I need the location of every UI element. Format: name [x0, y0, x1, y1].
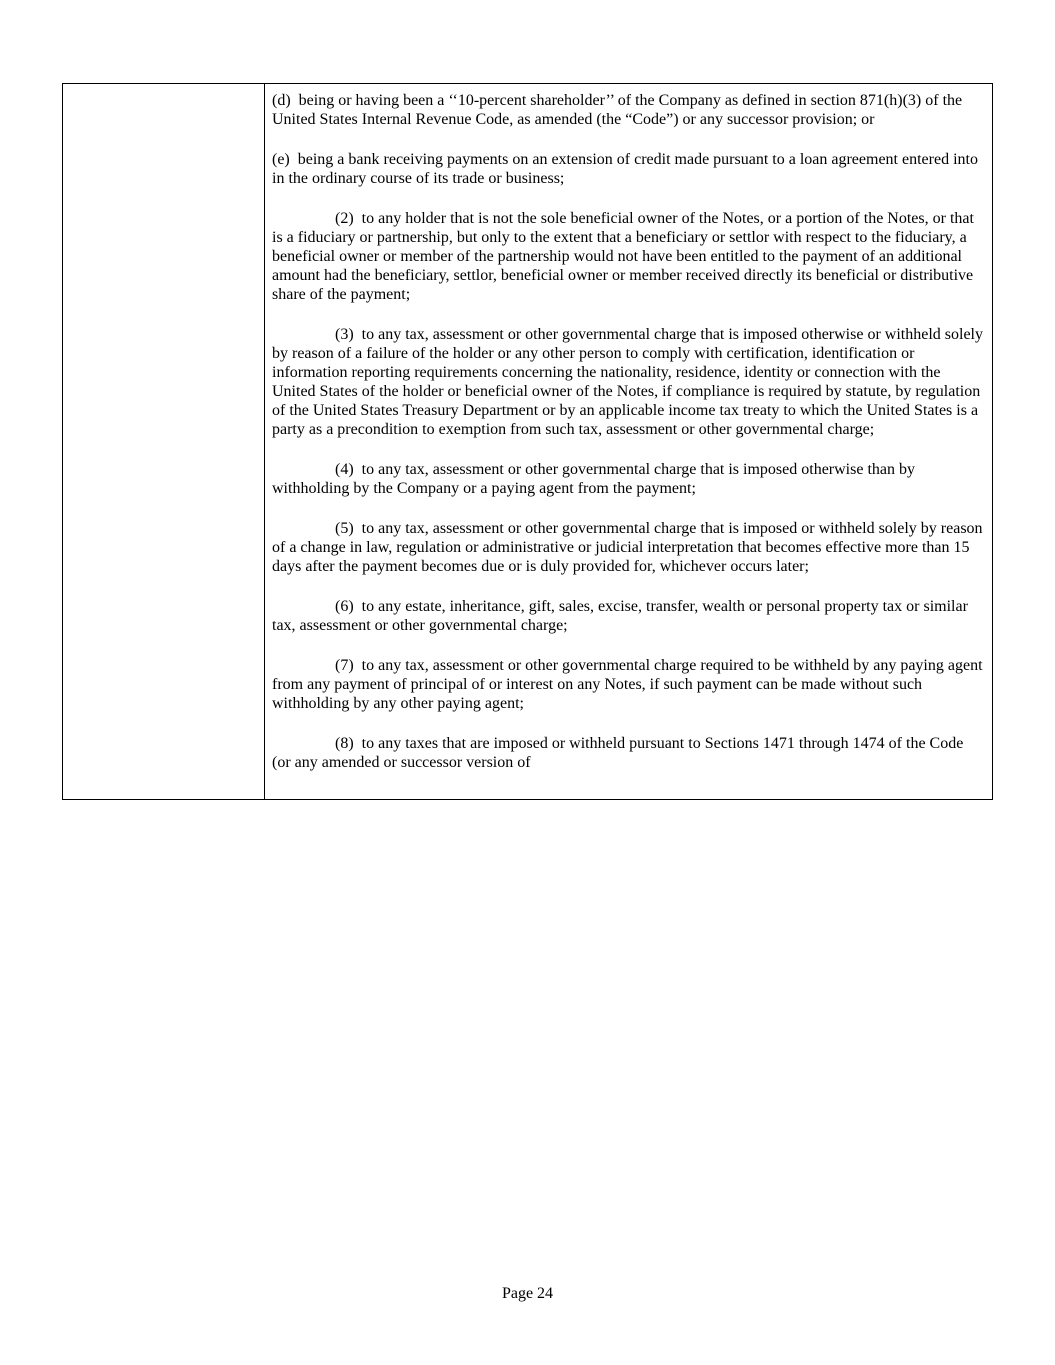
table-right-column [265, 84, 992, 799]
paragraph-6: (6) to any estate, inheritance, gift, sales, excise, transfer, wealth or personal property tax or similar tax, assessment or other governmental charge; [272, 598, 972, 634]
paragraph-7: (7) to any tax, assessment or other governmental charge required to be withheld by any paying agent from any payment of principal of or interest on any Notes, if such payment can be made without such withholding by any other paying agent; [272, 657, 987, 712]
paragraph-4: (4) to any tax, assessment or other governmental charge that is imposed otherwise than by withholding by the Company or a paying agent from the payment; [272, 461, 919, 497]
paragraph-3: (3) to any tax, assessment or other governmental charge that is imposed otherwise or withheld solely by reason of a failure of the holder or any other person to comply with certification, identification or information reporting requirements concerning the nationality, residence, identity or connection with the United States of the holder or beneficial owner of the Notes, if compliance is required by statute, by regulation of the United States Treasury Department or by an applicable income tax treaty to which the United States is a party as a precondition to exemption from such tax, assessment or other governmental charge; [272, 326, 987, 438]
table-left-column [63, 84, 265, 799]
page-number: Page 24 [501, 1285, 554, 1302]
content-table [62, 83, 993, 800]
paragraph-d: (d) being or having been a ‘‘10-percent shareholder’’ of the Company as defined in section 871(h)(3) of the United States Internal Revenue Code, as amended (the “Code”) or any successor provision; or [272, 92, 967, 128]
paragraph-5: (5) to any tax, assessment or other governmental charge that is imposed or withheld solely by reason of a change in law, regulation or administrative or judicial interpretation that becomes effective more than 15 days after the payment becomes due or is duly provided for, whichever occurs later; [272, 520, 987, 575]
paragraph-2: (2) to any holder that is not the sole beneficial owner of the Notes, or a portion of the Notes, or that is a fiduciary or partnership, but only to the extent that a beneficiary or settlor with respect to the fiduciary, a beneficial owner or member of the partnership would not have been entitled to the payment of an additional amount had the beneficiary, settlor, beneficial owner or member received directly its beneficial or distributive share of the payment; [272, 210, 978, 303]
paragraph-e: (e) being a bank receiving payments on an extension of credit made pursuant to a loan agreement entered into in the ordinary course of its trade or business; [272, 151, 982, 187]
paragraph-8: (8) to any taxes that are imposed or withheld pursuant to Sections 1471 through 1474 of the Code (or any amended or successor version of [272, 735, 968, 771]
